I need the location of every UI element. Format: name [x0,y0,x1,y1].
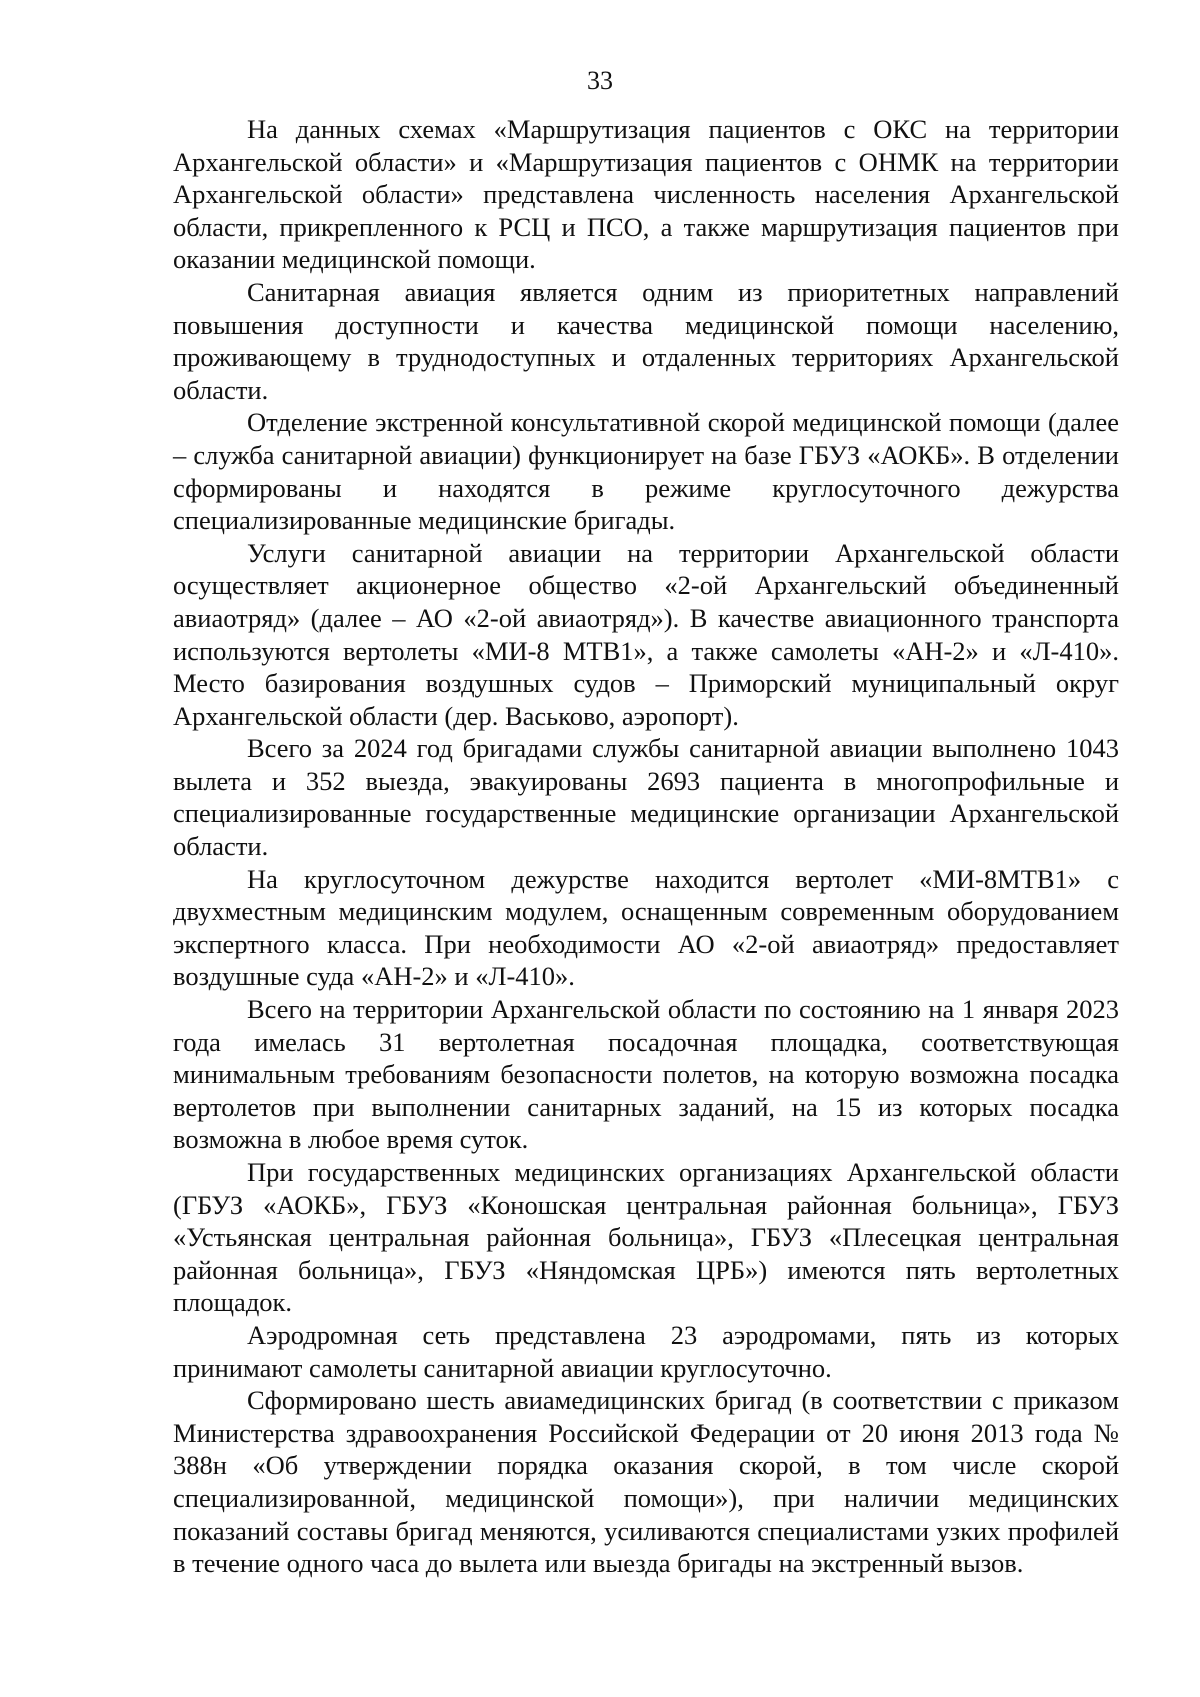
paragraph-sanitary-aviation-priority: Санитарная авиация является одним из приоритетных направлений повышения доступности и качества медицинской помощи населению, проживающему в труднодоступных и отдаленных территориях Архангельской области. [173,276,1119,405]
paragraph-emergency-department: Отделение экстренной консультативной скорой медицинской помощи (далее – служба санитарной авиации) функционирует на базе ГБУЗ «АОКБ». В отделении сформированы и находятся в режиме круглосуточного дежурства специализированные медицинские бригады. [173,407,1119,536]
paragraph-aviation-services: Услуги санитарной авиации на территории Архангельской области осуществляет акционерное общество «2-ой Архангельский объединенный авиаотряд» (далее – АО «2-ой авиаотряд»). В качестве авиационного транспорта используются вертолеты «МИ-8 МТВ1», а также самолеты «АН-2» и «Л-410». Место базирования воздушных судов – Приморский муниципальный округ Архангельской области (дер. Васьково, аэропорт). [173,537,1119,731]
paragraph-medical-teams: Сформировано шесть авиамедицинских бригад (в соответствии с приказом Министерства здравоохранения Российской Федерации от 20 июня 2013 года № 388н «Об утверждении порядка оказания скорой, в том числе скорой специализированной, медицинской помощи»), при наличии медицинских показаний составы бригад меняются, усиливаются специалистами узких профилей в течение одного часа до вылета или выезда бригады на экстренный вызов. [173,1385,1119,1579]
paragraph-helipads: При государственных медицинских организациях Архангельской области (ГБУЗ «АОКБ», ГБУЗ «Коношская центральная районная больница», ГБУЗ «Устьянская центральная районная больница», ГБУЗ «Плесецкая центральная районная больница», ГБУЗ «Няндомская ЦРБ») имеются пять вертолетных площадок. [173,1157,1119,1318]
paragraph-landing-sites: Всего на территории Архангельской области по состоянию на 1 января 2023 года имелась 31 вертолетная посадочная площадка, соответствующая минимальным требованиям безопасности полетов, на которую возможна посадка вертолетов при выполнении санитарных заданий, на 15 из которых посадка возможна в любое время суток. [173,994,1119,1155]
paragraph-duty-helicopter: На круглосуточном дежурстве находится вертолет «МИ-8МТВ1» с двухместным медицинским модулем, оснащенным современным оборудованием экспертного класса. При необходимости АО «2-ой авиаотряд» предоставляет воздушные суда «АН-2» и «Л-410». [173,863,1119,992]
paragraph-2024-statistics: Всего за 2024 год бригадами службы санитарной авиации выполнено 1043 вылета и 352 выезда, эвакуированы 2693 пациента в многопрофильные и специализированные государственные медицинские организации Архангельской области. [173,733,1119,862]
paragraph-routing-schemes: На данных схемах «Маршрутизация пациентов с ОКС на территории Архангельской области» и «Маршрутизация пациентов с ОНМК на территории Архангельской области» представлена численность населения Архангельской области, прикрепленного к РСЦ и ПСО, а также маршрутизация пациентов при оказании медицинской помощи. [173,114,1119,275]
page-number: 33 [587,66,613,95]
body-text [173,113,1119,1580]
paragraph-aerodrome-network: Аэродромная сеть представлена 23 аэродромами, пять из которых принимают самолеты санитарной авиации круглосуточно. [173,1319,1119,1383]
